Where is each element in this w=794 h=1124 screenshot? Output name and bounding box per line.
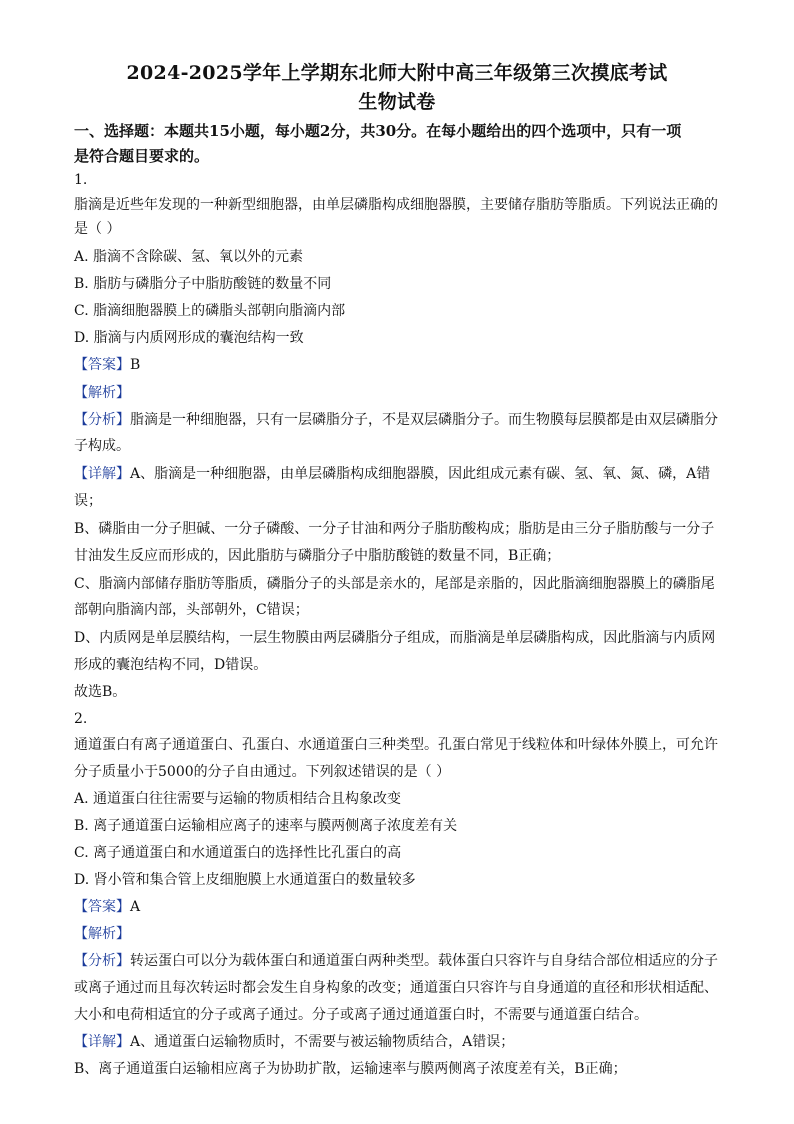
q1-detail-c-line-1: C、脂滴内部储存脂肪等脂质，磷脂分子的头部是亲水的，尾部是亲脂的，因此脂滴细胞器膜上的磷脂尾 <box>74 576 715 592</box>
q1-detail-c-line-2: 部朝向脂滴内部，头部朝外，C错误； <box>74 602 309 618</box>
q1-detail-b-line-1: B、磷脂由一分子胆碱、一分子磷酸、一分子甘油和两分子脂肪酸构成；脂肪是由三分子脂肪酸与一分子 <box>74 521 715 537</box>
q2-option-b: B. 离子通道蛋白运输相应离子的速率与膜两侧离子浓度差有关 <box>74 818 458 834</box>
q1-stem-line-1: 脂滴是近些年发现的一种新型细胞器，由单层磷脂构成细胞器膜，主要储存脂肪等脂质。下列说法正确的 <box>74 197 718 213</box>
q2-option-c: C. 离子通道蛋白和水通道蛋白的选择性比孔蛋白的高 <box>74 845 402 861</box>
q1-option-a: A. 脂滴不含除碳、氢、氧以外的元素 <box>74 249 304 265</box>
q1-detail-tag: 【详解】 <box>74 466 130 482</box>
q2-detail-a-text: A、通道蛋白运输物质时，不需要与被运输物质结合，A错误； <box>130 1034 515 1050</box>
q1-answer-value: B <box>130 357 141 373</box>
q1-analysis-text-1: 脂滴是一种细胞器，只有一层磷脂分子，不是双层磷脂分子。而生物膜每层膜都是由双层磷脂分 <box>130 412 718 428</box>
q1-option-b: B. 脂肪与磷脂分子中脂肪酸链的数量不同 <box>74 276 332 292</box>
q2-option-d: D. 肾小管和集合管上皮细胞膜上水通道蛋白的数量较多 <box>74 872 416 888</box>
q1-conclusion: 故选B。 <box>74 684 127 700</box>
q1-analysis-line-1 <box>74 411 726 429</box>
section-heading-line-2: 是符合题目要求的。 <box>74 147 210 165</box>
exam-title: 2024-2025学年上学期东北师大附中高三年级第三次摸底考试 <box>126 62 668 84</box>
subject-title: 生物试卷 <box>358 91 436 113</box>
q2-stem-line-2: 分子质量小于5000的分子自由通过。下列叙述错误的是（ ） <box>74 764 451 780</box>
q2-detail-a-line <box>74 1033 726 1051</box>
q1-answer-tag: 【答案】 <box>74 357 130 373</box>
q2-detail-b-line: B、离子通道蛋白运输相应离子为协助扩散，运输速率与膜两侧离子浓度差有关，B正确； <box>74 1061 627 1077</box>
q2-analysis-tag: 【分析】 <box>74 953 130 969</box>
q2-answer-value: A <box>130 899 141 915</box>
q1-detail-a-line-1 <box>74 465 726 483</box>
q2-option-a: A. 通道蛋白往往需要与运输的物质相结合且构象改变 <box>74 791 402 807</box>
q1-explain-tag: 【解析】 <box>74 385 130 401</box>
q2-number: 2. <box>74 711 88 727</box>
q1-stem-line-2: 是（ ） <box>74 221 121 237</box>
q2-answer-tag: 【答案】 <box>74 899 130 915</box>
q2-analysis-text-1: 转运蛋白可以分为载体蛋白和通道蛋白两种类型。载体蛋白只容许与自身结合部位相适应的分子 <box>130 953 718 969</box>
section-heading-line-1: 一、选择题：本题共15小题，每小题2分，共30分。在每小题给出的四个选项中，只有一项 <box>74 122 682 140</box>
q1-analysis-line-2: 子构成。 <box>74 438 130 454</box>
q1-detail-d-line-1: D、内质网是单层膜结构，一层生物膜由两层磷脂分子组成，而脂滴是单层磷脂构成，因此脂滴与内质网 <box>74 630 716 646</box>
q2-answer-line <box>74 898 726 916</box>
q2-analysis-line-2: 或离子通过而且每次转运时都会发生自身构象的改变；通道蛋白只容许与自身通道的直径和形状相适配、 <box>74 980 718 996</box>
q1-detail-d-line-2: 形成的囊泡结构不同，D错误。 <box>74 657 268 673</box>
q1-analysis-tag: 【分析】 <box>74 412 130 428</box>
q2-explain-tag: 【解析】 <box>74 926 130 942</box>
q2-detail-tag: 【详解】 <box>74 1034 130 1050</box>
q2-analysis-line-3: 大小和电荷相适宜的分子或离子通过。分子或离子通过通道蛋白时，不需要与通道蛋白结合。 <box>74 1007 648 1023</box>
q1-detail-a-line-2: 误； <box>74 493 102 509</box>
q1-detail-b-line-2: 甘油发生反应而形成的，因此脂肪与磷脂分子中脂肪酸链的数量不同，B正确； <box>74 548 561 564</box>
q1-option-c: C. 脂滴细胞器膜上的磷脂头部朝向脂滴内部 <box>74 303 346 319</box>
q1-number: 1. <box>74 172 88 188</box>
q1-detail-a-text-1: A、脂滴是一种细胞器，由单层磷脂构成细胞器膜，因此组成元素有碳、氢、氧、氮、磷，A错 <box>130 466 711 482</box>
q1-answer-line <box>74 356 726 374</box>
q1-option-d: D. 脂滴与内质网形成的囊泡结构一致 <box>74 330 304 346</box>
q2-analysis-line-1 <box>74 952 726 970</box>
q2-stem-line-1: 通道蛋白有离子通道蛋白、孔蛋白、水通道蛋白三种类型。孔蛋白常见于线粒体和叶绿体外膜上，可允许 <box>74 737 718 753</box>
